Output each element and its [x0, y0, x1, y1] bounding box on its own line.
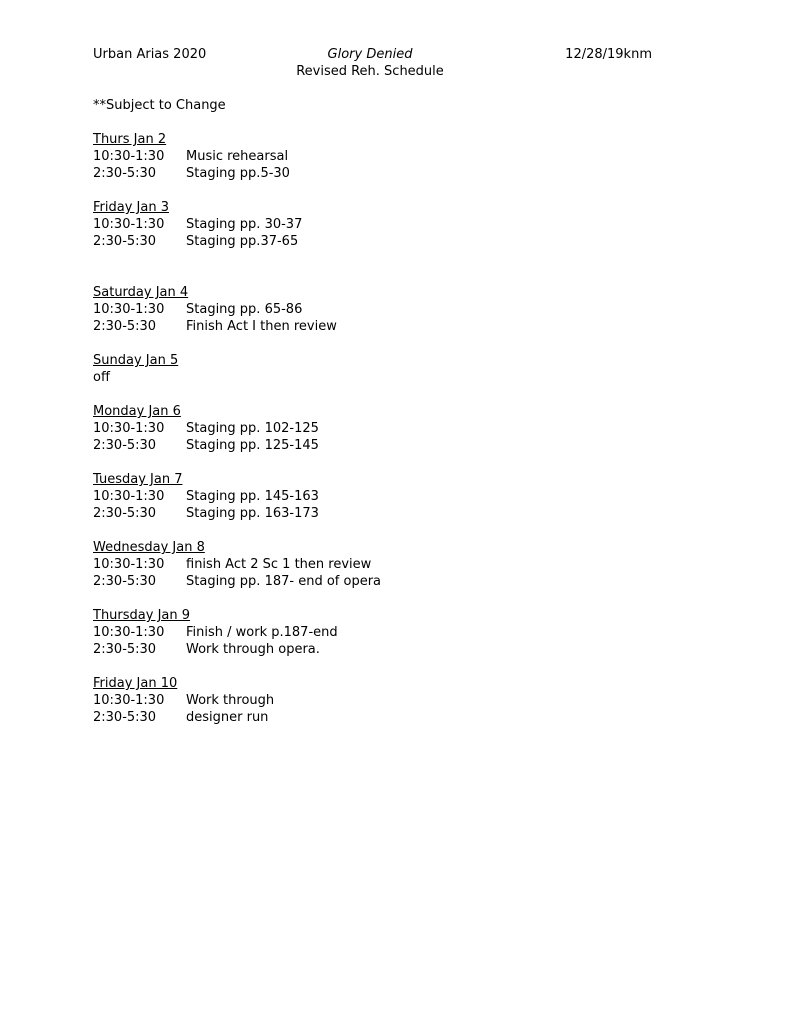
schedule-row [93, 437, 493, 454]
schedule-row [93, 216, 493, 233]
activity: Staging pp. 125-145 [186, 438, 319, 453]
time-slot: 2:30-5:30 [93, 506, 157, 521]
day-label: Tuesday Jan 7 [93, 472, 183, 487]
time-slot: 10:30-1:30 [93, 421, 165, 436]
activity: Finish / work p.187-end [186, 625, 338, 640]
time-slot: 2:30-5:30 [93, 642, 157, 657]
schedule-row [93, 641, 493, 658]
schedule-row [93, 505, 493, 522]
schedule-row [93, 692, 493, 709]
schedule-subtitle: Revised Reh. Schedule [296, 64, 444, 79]
activity: Staging pp. 30-37 [186, 217, 303, 232]
schedule-row [93, 573, 493, 590]
time-slot: 10:30-1:30 [93, 302, 165, 317]
time-slot: 2:30-5:30 [93, 710, 157, 725]
schedule-row [93, 148, 493, 165]
time-slot: 2:30-5:30 [93, 574, 157, 589]
activity: Staging pp.37-65 [186, 234, 299, 249]
day-block [93, 131, 493, 182]
organization-year: Urban Arias 2020 [93, 47, 207, 62]
day-block [93, 199, 493, 250]
activity: Work through opera. [186, 642, 320, 657]
activity: Work through [186, 693, 275, 708]
day-label: Friday Jan 3 [93, 200, 169, 215]
schedule-row [93, 318, 493, 335]
activity: finish Act 2 Sc 1 then review [186, 557, 372, 572]
day-block [93, 352, 493, 386]
activity: Staging pp. 65-86 [186, 302, 303, 317]
activity: Staging pp. 163-173 [186, 506, 319, 521]
time-slot: 2:30-5:30 [93, 438, 157, 453]
subject-to-change-note: **Subject to Change [93, 98, 226, 113]
activity: designer run [186, 710, 269, 725]
activity: Music rehearsal [186, 149, 289, 164]
time-slot: 2:30-5:30 [93, 166, 157, 181]
time-slot: 2:30-5:30 [93, 319, 157, 334]
opera-title: Glory Denied [327, 47, 413, 62]
day-label: Wednesday Jan 8 [93, 540, 205, 555]
day-label: Saturday Jan 4 [93, 285, 189, 300]
day-label: Monday Jan 6 [93, 404, 181, 419]
day-block [93, 403, 493, 454]
day-block [93, 284, 493, 335]
activity: Finish Act I then review [186, 319, 337, 334]
day-label: Thurs Jan 2 [93, 132, 167, 147]
activity: Staging pp. 102-125 [186, 421, 319, 436]
time-slot: 2:30-5:30 [93, 234, 157, 249]
day-block [93, 539, 493, 590]
schedule-row [93, 709, 493, 726]
schedule-row [93, 556, 493, 573]
time-slot: 10:30-1:30 [93, 693, 165, 708]
schedule-row [93, 165, 493, 182]
schedule-row [93, 624, 493, 641]
revision-date: 12/28/19knm [565, 47, 652, 62]
time-slot: 10:30-1:30 [93, 489, 165, 504]
day-block [93, 471, 493, 522]
day-off-note: off [93, 370, 110, 385]
day-block [93, 607, 493, 658]
time-slot: 10:30-1:30 [93, 149, 165, 164]
activity: Staging pp. 187- end of opera [186, 574, 382, 589]
day-label: Thursday Jan 9 [93, 608, 191, 623]
document-heading [250, 46, 490, 80]
schedule-row [93, 233, 493, 250]
day-label: Sunday Jan 5 [93, 353, 179, 368]
time-slot: 10:30-1:30 [93, 217, 165, 232]
schedule-row [93, 488, 493, 505]
activity: Staging pp. 145-163 [186, 489, 319, 504]
schedule-row [93, 301, 493, 318]
rehearsal-schedule [93, 131, 493, 726]
day-label: Friday Jan 10 [93, 676, 178, 691]
activity: Staging pp.5-30 [186, 166, 290, 181]
time-slot: 10:30-1:30 [93, 625, 165, 640]
time-slot: 10:30-1:30 [93, 557, 165, 572]
schedule-row [93, 420, 493, 437]
day-block [93, 675, 493, 726]
